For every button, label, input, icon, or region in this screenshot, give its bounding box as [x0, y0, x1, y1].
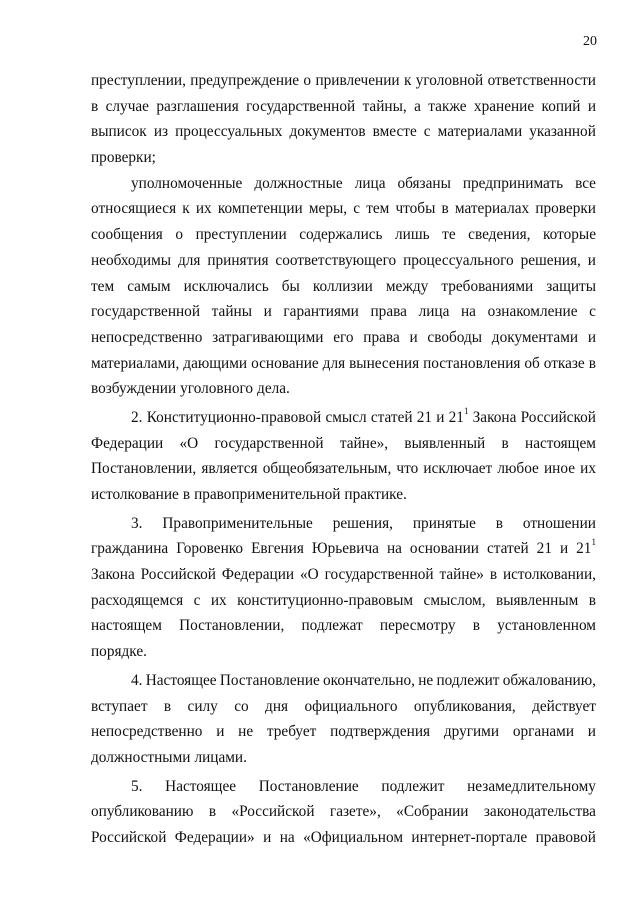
word: ознакомление: [487, 303, 578, 321]
word: законодательства: [483, 803, 596, 821]
word: смыслом,: [423, 591, 486, 609]
word: компетенции: [217, 200, 303, 218]
word: в: [208, 803, 217, 821]
word: государственной: [324, 566, 434, 584]
word: с: [193, 591, 201, 609]
word: предпринимать: [462, 174, 564, 192]
word: непосредственно: [91, 723, 203, 741]
word: любое: [497, 460, 539, 478]
word: принятия: [207, 251, 269, 269]
word: их: [195, 200, 212, 218]
word: опубликования,: [413, 697, 516, 715]
word: преступлении: [195, 226, 287, 244]
word: разглашения: [156, 97, 239, 115]
text-line: [91, 719, 596, 745]
word: подтверждения: [330, 723, 431, 741]
word: гражданина: [91, 540, 169, 558]
word: Российской: [520, 408, 596, 426]
word: правоприменительной: [194, 486, 341, 503]
text-line: [91, 511, 596, 537]
word: со: [234, 697, 249, 715]
word: 21: [536, 540, 552, 558]
text-line: [91, 799, 596, 825]
word: и: [587, 251, 596, 269]
text-line: [91, 588, 596, 614]
word: к: [403, 72, 412, 89]
text-line: [91, 119, 596, 145]
word: «О: [300, 566, 319, 584]
word: права: [363, 328, 400, 346]
word: Федерации: [91, 434, 164, 452]
word: общеобязательным,: [262, 460, 392, 478]
word: практике.: [344, 486, 407, 503]
text-line: [91, 668, 596, 694]
word: подлежат: [301, 617, 363, 635]
word: Постановлении,: [179, 617, 285, 635]
word: порядке.: [91, 643, 147, 661]
text-line: [91, 639, 596, 665]
word: газете»,: [329, 803, 381, 821]
word: для: [322, 354, 346, 372]
word: преступлении,: [91, 72, 186, 89]
word: опубликованию: [91, 803, 194, 821]
word: привлечении: [315, 72, 400, 89]
word: не: [418, 671, 434, 689]
word: непосредственно: [91, 328, 203, 346]
word: выписок: [91, 123, 147, 141]
word: отношении: [522, 514, 596, 532]
word: на: [386, 540, 402, 558]
word: процессуальных: [175, 123, 283, 141]
word: исключает: [423, 460, 493, 478]
word: подлежит: [436, 671, 500, 689]
word: Настоящее: [145, 671, 217, 689]
word: затрагивающими: [212, 328, 324, 346]
word: в: [495, 514, 503, 532]
word: сообщения: [91, 226, 163, 244]
word: государственной: [91, 303, 201, 321]
text-line: [91, 482, 596, 508]
word: Закона: [91, 566, 135, 584]
word: дня: [265, 697, 289, 715]
word: решения,: [520, 251, 581, 269]
word: дающими: [183, 354, 248, 372]
word: основании: [409, 540, 479, 558]
word: материалами,: [91, 354, 180, 372]
text-line: [91, 274, 596, 300]
word: бы: [281, 277, 300, 295]
word: к: [182, 200, 190, 218]
word: в: [588, 354, 596, 372]
page-number: 20: [583, 34, 597, 49]
word: Евгения: [251, 540, 304, 558]
word: основание: [251, 354, 319, 372]
word: а: [414, 97, 421, 115]
word: 4.: [131, 671, 143, 689]
word: о: [303, 72, 312, 89]
word: лица: [354, 174, 386, 192]
superscript: 1: [591, 537, 596, 548]
word: самым: [127, 277, 171, 295]
word: пересмотру: [379, 617, 456, 635]
word: об: [524, 354, 540, 372]
word: другими: [443, 723, 500, 741]
word: иное: [544, 460, 575, 478]
text-line: [91, 694, 596, 720]
word: гарантиями: [283, 303, 359, 321]
word: ответственности: [487, 72, 596, 89]
word: силу: [187, 697, 218, 715]
word: Постановлении,: [91, 460, 197, 478]
word: незамедлительному: [467, 777, 596, 795]
word: о: [175, 226, 184, 244]
word: Юрьевича: [311, 540, 379, 558]
word: и: [436, 408, 445, 426]
word: 21: [416, 408, 433, 426]
word: отказе: [543, 354, 585, 372]
word: лица: [418, 303, 450, 321]
word: коллизии: [312, 277, 373, 295]
word: с: [423, 123, 431, 141]
text-line: [91, 325, 596, 351]
word: лишь: [395, 226, 430, 244]
text-line: [91, 145, 596, 171]
word: возбуждении: [91, 380, 177, 398]
word: их: [210, 591, 227, 609]
word: что: [396, 460, 419, 478]
word: те: [442, 226, 456, 244]
word: тайны: [211, 303, 252, 321]
word: дела.: [257, 380, 290, 398]
word: свободы: [427, 328, 483, 346]
word: в: [472, 617, 481, 635]
word: является: [201, 460, 258, 478]
word: Закона: [472, 408, 517, 426]
word: Федерации»: [174, 828, 255, 846]
word: уголовной: [415, 72, 484, 89]
word: постановления: [423, 354, 521, 372]
word: 2.: [131, 408, 143, 426]
word: его: [333, 328, 354, 346]
text-line: [91, 562, 596, 588]
word: относящиеся: [91, 200, 177, 218]
word: в: [441, 200, 449, 218]
word: сведения,: [468, 226, 531, 244]
word: 5.: [131, 777, 143, 795]
word: Российской: [91, 828, 167, 846]
text-line: [91, 431, 596, 457]
word: на: [279, 828, 295, 846]
text-line: [91, 536, 596, 562]
word: права: [370, 303, 407, 321]
word: материалами: [437, 123, 523, 141]
text-line: [91, 376, 596, 402]
word: и: [263, 828, 272, 846]
word: обязаны: [397, 174, 451, 192]
word: расходящемся: [91, 591, 184, 609]
word: указанной: [529, 123, 596, 141]
word: Постановление: [258, 777, 359, 795]
word: копий: [541, 97, 581, 115]
text-line: [91, 248, 596, 274]
word: все: [575, 174, 596, 192]
word: интернет-портале: [411, 828, 528, 846]
word: истолкование: [91, 486, 179, 503]
word: из: [153, 123, 169, 141]
word: требованиями: [441, 277, 534, 295]
word: решения,: [332, 514, 393, 532]
word: вступает: [91, 697, 148, 715]
word: и: [216, 723, 225, 741]
word: тайне»: [439, 566, 484, 584]
word: выявленным: [496, 591, 579, 609]
word: и: [587, 328, 596, 346]
word: для: [177, 251, 201, 269]
text-line: [91, 774, 596, 800]
text-line: [91, 171, 596, 197]
word: и: [559, 540, 569, 558]
word: хранение: [473, 97, 535, 115]
text-line: [91, 613, 596, 639]
word: правовой: [535, 828, 596, 846]
text-line: [91, 94, 596, 120]
word: в: [489, 566, 498, 584]
text-line: [91, 825, 596, 851]
word: проверки: [535, 200, 596, 218]
word: документов: [289, 123, 366, 141]
word: в: [588, 591, 596, 609]
word: органами: [512, 723, 575, 741]
text-line: [91, 351, 596, 377]
word: установленном: [497, 617, 596, 635]
word: обжалованию,: [502, 671, 596, 689]
word: не: [238, 723, 254, 741]
word: и: [263, 303, 272, 321]
word: в: [501, 434, 509, 452]
text-line: [91, 456, 596, 482]
document-body: [91, 68, 596, 851]
word: уполномоченные: [131, 174, 243, 192]
word: действует: [532, 697, 596, 715]
word: «Собрании: [396, 803, 469, 821]
word: в: [163, 697, 172, 715]
word: предупреждение: [190, 72, 300, 89]
word: Правоприменительные: [162, 514, 313, 532]
word: защиты: [546, 277, 596, 295]
word: вместе: [372, 123, 417, 141]
word: и: [587, 723, 596, 741]
word: государственной: [214, 434, 324, 452]
word: процессуального: [403, 251, 514, 269]
word: которые: [543, 226, 596, 244]
word: конституционно-правовым: [237, 591, 414, 609]
word: соответствующего: [275, 251, 397, 269]
word: лицами.: [194, 748, 247, 766]
word: документами: [491, 328, 579, 346]
word: смысл: [325, 408, 367, 426]
word: настоящем: [525, 434, 596, 452]
word: «Официальном: [303, 828, 404, 846]
word: тем: [91, 277, 115, 295]
word: вынесения: [349, 354, 420, 372]
word: Горовенко: [176, 540, 244, 558]
word: официального: [304, 697, 398, 715]
word: должностными: [91, 748, 191, 766]
text-line: [91, 222, 596, 248]
word: содержались: [299, 226, 383, 244]
text-line: [91, 745, 596, 771]
word: $21^1$: [576, 537, 596, 558]
word: материалах: [454, 200, 530, 218]
word: Постановление: [219, 671, 320, 689]
word: «О: [179, 434, 199, 452]
word: также: [428, 97, 467, 115]
word: и: [409, 328, 418, 346]
word: между: [385, 277, 429, 295]
word: $21^1$: [448, 405, 469, 426]
word: Федерации: [221, 566, 295, 584]
word: статей: [370, 408, 413, 426]
word: тайны,: [362, 97, 407, 115]
text-line: [91, 299, 596, 325]
word: статей: [486, 540, 529, 558]
word: государственной: [246, 97, 356, 115]
word: Российской: [140, 566, 216, 584]
word: проверки;: [91, 149, 156, 167]
word: их: [580, 460, 596, 478]
word: тайне»,: [339, 434, 389, 452]
word: Конституционно-правовой: [146, 408, 322, 426]
word: принятые: [412, 514, 476, 532]
word: чтобы: [395, 200, 436, 218]
text-line: [91, 68, 596, 94]
word: тем: [366, 200, 390, 218]
word: на: [460, 303, 476, 321]
word: в: [182, 486, 191, 503]
word: с: [353, 200, 361, 218]
word: настоящем: [91, 617, 162, 635]
word: и: [587, 97, 596, 115]
superscript: 1: [463, 405, 469, 416]
word: с: [589, 303, 596, 321]
word: Настоящее: [165, 777, 237, 795]
word: подлежит: [381, 777, 445, 795]
word: исключались: [183, 277, 269, 295]
word: выявленный: [404, 434, 486, 452]
text-line: [91, 405, 596, 431]
word: уголовного: [180, 380, 254, 398]
word: требует: [266, 723, 317, 741]
word: должностные: [254, 174, 343, 192]
text-line: [91, 196, 596, 222]
word: необходимы: [91, 251, 172, 269]
word: 3.: [131, 514, 143, 532]
word: окончательно,: [323, 671, 415, 689]
word: в: [91, 97, 99, 115]
word: меры,: [308, 200, 348, 218]
word: случае: [105, 97, 149, 115]
word: «Российской: [231, 803, 315, 821]
word: истолковании,: [502, 566, 596, 584]
